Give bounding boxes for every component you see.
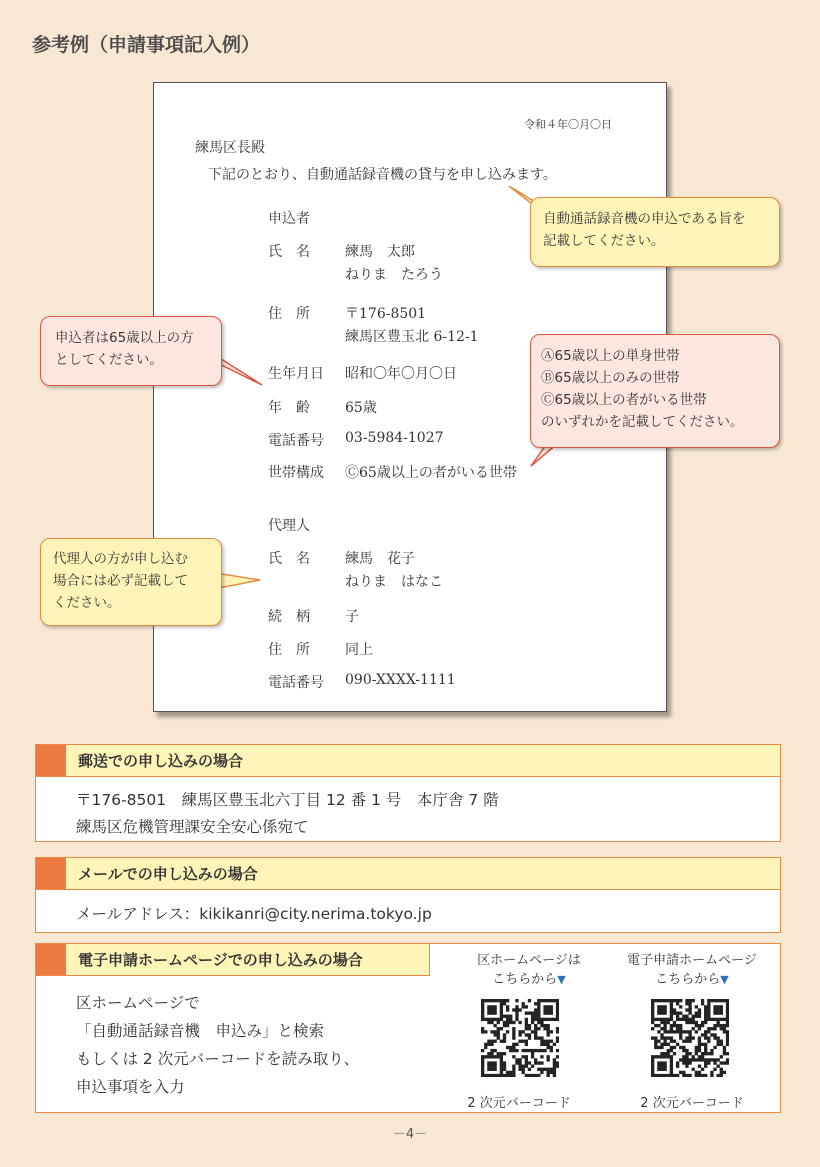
applicant-household-label: 世帯構成 bbox=[268, 465, 324, 481]
arrow-down-icon: ▼ bbox=[557, 973, 566, 986]
page-number: －4－ bbox=[392, 1127, 428, 1142]
applicant-name-label: 氏 名 bbox=[268, 244, 310, 260]
qr-code-city-homepage[interactable] bbox=[481, 999, 559, 1077]
applicant-age: 65歳 bbox=[345, 400, 377, 416]
agent-relation-label: 続 柄 bbox=[268, 609, 310, 625]
age-callout-line: としてください。 bbox=[55, 352, 163, 368]
purpose-callout-line: 自動通話録音機の申込である旨を bbox=[543, 211, 746, 227]
email-section-title: メールでの申し込みの場合 bbox=[78, 865, 258, 883]
form-intro: 下記のとおり、自動通話録音機の貸与を申し込みます。 bbox=[208, 167, 557, 183]
applicant-birth: 昭和〇年〇月〇日 bbox=[345, 366, 457, 382]
qr2-label: 2 次元バーコード bbox=[640, 1096, 744, 1111]
applicant-phone-label: 電話番号 bbox=[268, 433, 324, 449]
agent-name: 練馬 花子 bbox=[345, 551, 415, 567]
applicant-address-label: 住 所 bbox=[268, 306, 310, 322]
household-callout-line: のいずれかを記載してください。 bbox=[541, 414, 744, 430]
agent-phone: 090-XXXX-1111 bbox=[345, 672, 456, 688]
applicant-phone: 03-5984-1027 bbox=[345, 430, 444, 446]
mail-recipient-line: 練馬区危機管理課安全安心係宛て bbox=[76, 818, 309, 836]
purpose-callout-line: 記載してください。 bbox=[543, 233, 665, 249]
qr1-label: 2 次元バーコード bbox=[467, 1096, 571, 1111]
household-callout bbox=[530, 334, 780, 448]
agent-address-label: 住 所 bbox=[268, 642, 310, 658]
purpose-callout bbox=[530, 197, 780, 267]
age-callout bbox=[40, 316, 222, 386]
qr2-caption-line2: こちらから bbox=[655, 972, 721, 987]
online-instruction-line: もしくは 2 次元バーコードを読み取り、 bbox=[76, 1050, 360, 1068]
email-address-line: メールアドレス：kikikanri@city.nerima.tokyo.jp bbox=[76, 905, 432, 923]
qr2-caption bbox=[612, 949, 772, 987]
online-instruction-line: 「自動通話録音機 申込み」と検索 bbox=[76, 1022, 325, 1040]
agent-callout bbox=[40, 538, 222, 626]
applicant-section-label: 申込者 bbox=[268, 211, 310, 227]
agent-name-label: 氏 名 bbox=[268, 551, 310, 567]
section-accent-bar bbox=[36, 858, 66, 889]
online-instruction-line: 区ホームページで bbox=[76, 994, 200, 1012]
qr1-caption-line2: こちらから bbox=[492, 972, 558, 987]
form-addressee: 練馬区長殿 bbox=[195, 140, 265, 156]
qr1-caption-line1: 区ホームページは bbox=[477, 953, 581, 968]
agent-callout-line: ください。 bbox=[53, 595, 121, 611]
section-accent-bar bbox=[36, 745, 66, 776]
applicant-age-label: 年 齢 bbox=[268, 400, 310, 416]
section-accent-bar bbox=[36, 944, 66, 975]
agent-address: 同上 bbox=[345, 642, 373, 658]
mail-section-title: 郵送での申し込みの場合 bbox=[78, 752, 244, 770]
page-title: 参考例（申請事項記入例） bbox=[32, 34, 261, 56]
age-callout-line: 申込者は65歳以上の方 bbox=[55, 330, 194, 346]
household-callout-line: Ⓐ65歳以上の単身世帯 bbox=[541, 348, 680, 364]
agent-section-label: 代理人 bbox=[268, 518, 310, 534]
online-section-title: 電子申請ホームページでの申し込みの場合 bbox=[78, 951, 363, 969]
agent-callout-line: 場合には必ず記載して bbox=[53, 573, 188, 589]
applicant-household: Ⓒ65歳以上の者がいる世帯 bbox=[345, 465, 517, 481]
online-section bbox=[35, 943, 781, 1113]
qr1-caption bbox=[454, 949, 604, 987]
email-section-header bbox=[36, 858, 780, 890]
qr-code-e-application[interactable] bbox=[651, 999, 729, 1077]
applicant-name-kana: ねりま たろう bbox=[345, 267, 443, 283]
agent-callout-line: 代理人の方が申し込む bbox=[53, 551, 188, 567]
mail-address-line: 〒176-8501 練馬区豊玉北六丁目 12 番 1 号 本庁舎 7 階 bbox=[76, 791, 499, 809]
applicant-address: 練馬区豊玉北 6-12-1 bbox=[345, 329, 479, 345]
form-date: 令和４年〇月〇日 bbox=[524, 118, 612, 131]
agent-relation: 子 bbox=[345, 609, 359, 625]
applicant-name: 練馬 太郎 bbox=[345, 244, 415, 260]
applicant-birth-label: 生年月日 bbox=[268, 366, 324, 382]
agent-phone-label: 電話番号 bbox=[268, 675, 324, 691]
online-instruction-line: 申込事項を入力 bbox=[76, 1078, 185, 1096]
qr2-caption-line1: 電子申請ホームページ bbox=[627, 953, 757, 968]
applicant-postal: 〒176-8501 bbox=[345, 306, 427, 322]
agent-name-kana: ねりま はなこ bbox=[345, 574, 443, 590]
email-section bbox=[35, 857, 781, 933]
household-callout-line: Ⓒ65歳以上の者がいる世帯 bbox=[541, 392, 707, 408]
arrow-down-icon: ▼ bbox=[720, 973, 729, 986]
online-section-header bbox=[36, 944, 430, 976]
mail-section-header bbox=[36, 745, 780, 777]
household-callout-line: Ⓑ65歳以上のみの世帯 bbox=[541, 370, 680, 386]
mail-section bbox=[35, 744, 781, 842]
